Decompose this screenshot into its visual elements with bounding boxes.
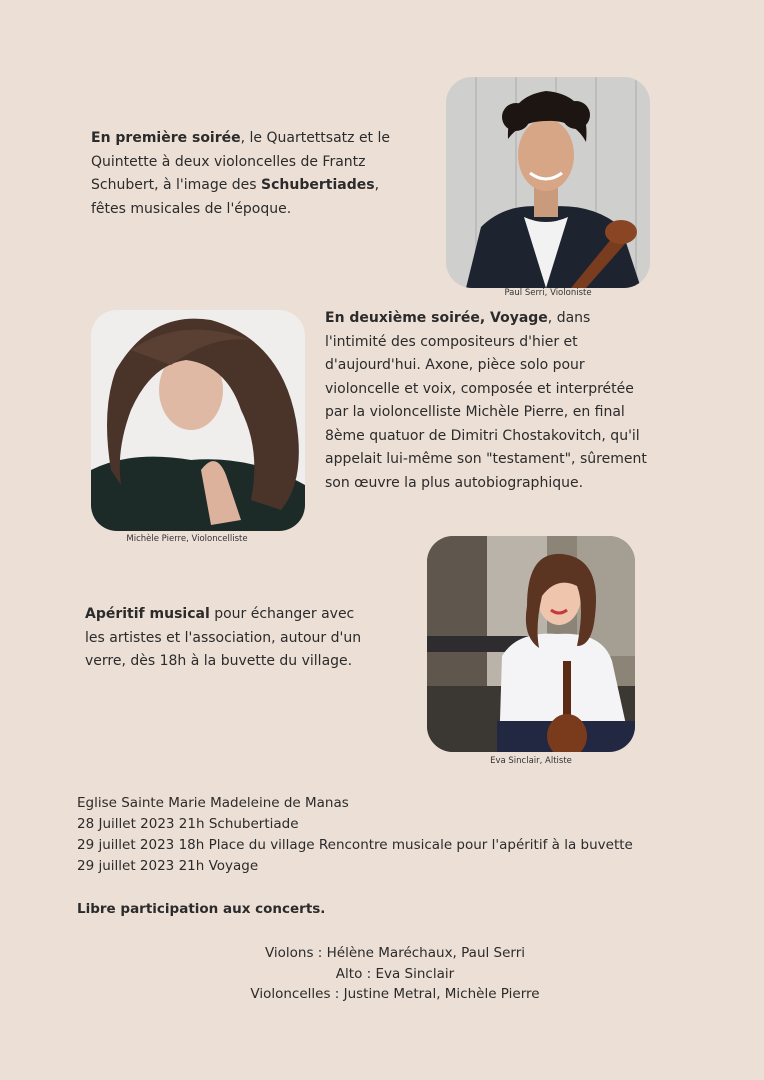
eva-sinclair-caption: Eva Sinclair, Altiste [490, 756, 572, 766]
aperitif-text: pour échanger avec les artistes et l'association, autour d'un verre, dès 18h à la buvette du village. [85, 606, 362, 669]
michele-pierre-photo [91, 310, 305, 531]
musicians-credits [180, 943, 610, 1005]
second-evening-text: , dans l'intimité des compositeurs d'hier et d'aujourd'hui. Axone, pièce solo pour violoncelle et voix, composée et interprétée par la violoncelliste Michèle Pierre, en final 8ème quatuor de Dimitri Chostakovitch, qu'il appelait lui-même son "testament", sûrement son œuvre la plus autobiographique. [325, 310, 647, 491]
paul-serri-caption: Paul Serri, Violoniste [504, 288, 592, 298]
aperitif-paragraph [85, 603, 370, 674]
first-evening-text-end: , fêtes musicales de l'époque. [91, 177, 380, 217]
schubertiades-highlight: Schubertiades [261, 177, 375, 193]
paul-serri-photo [446, 77, 650, 288]
participation-note [77, 899, 325, 920]
aperitif-heading: Apéritif musical [85, 606, 210, 622]
viola-credit: Alto : Eva Sinclair [335, 965, 455, 982]
first-evening-text: , le Quartettsatz et le Quintette à deux violoncelles de Frantz Schubert, à l'image des [91, 130, 391, 193]
second-evening-heading: En deuxième soirée, Voyage [325, 310, 548, 326]
cellos-credit: Violoncelles : Justine Metral, Michèle Pierre [250, 986, 540, 1002]
venue-line: Eglise Sainte Marie Madeleine de Manas [77, 795, 349, 811]
schedule-line: 29 juillet 2023 21h Voyage [77, 858, 259, 874]
violins-credit: Violons : Hélène Maréchaux, Paul Serri [264, 945, 526, 961]
schedule-line: 28 Juillet 2023 21h Schubertiade [77, 816, 299, 832]
first-evening-heading: En première soirée [91, 130, 241, 146]
first-evening-paragraph [91, 127, 411, 221]
schedule-line: 29 juillet 2023 18h Place du village Rencontre musicale pour l'apéritif à la buvette [77, 837, 633, 853]
second-evening-paragraph [325, 307, 655, 495]
michele-pierre-caption: Michèle Pierre, Violoncelliste [126, 534, 248, 544]
eva-sinclair-photo [427, 536, 635, 752]
participation-text: Libre participation aux concerts. [77, 901, 326, 917]
concert-schedule [77, 793, 633, 877]
